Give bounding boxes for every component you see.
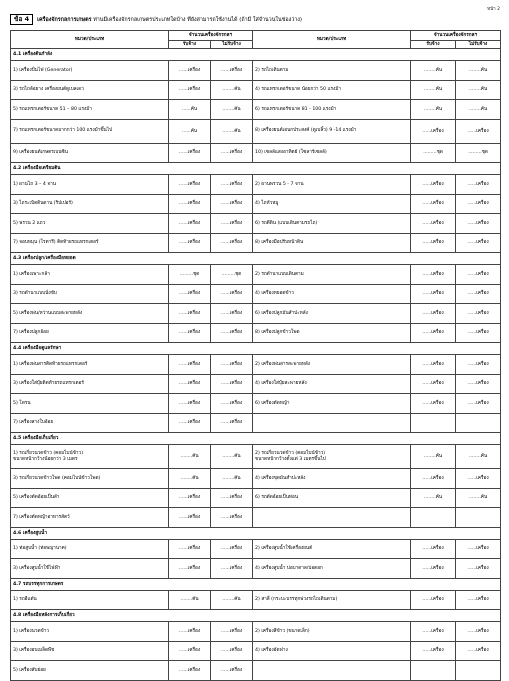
table-row	[11, 374, 501, 394]
item-label-right	[253, 661, 411, 681]
nohire-count-left[interactable]: ......เครื่อง	[211, 374, 253, 394]
section-header-row	[11, 610, 501, 622]
item-label-right: 2) เครื่องพ่นสารสะพายหลัง	[253, 355, 411, 375]
item-label-left: 5) รถแทรกเตอร์ขนาด 51 – 80 แรงม้า	[11, 100, 169, 120]
table-header-row	[11, 31, 501, 41]
item-label-right: 2) สาลี่ (กระบะบรรทุกพ่วงรถไถเดินตาม)	[253, 590, 411, 610]
item-label-left: 3) รถดำนาแบบนั่งขับ	[11, 284, 169, 304]
hire-count-right[interactable]: ......เครื่อง	[411, 323, 456, 343]
nohire-count-left[interactable]: ........คัน	[211, 590, 253, 610]
item-label-right: 8) เครื่องยนต์เอนกประสงค์ (ดูเบลิ้ว) 9 -14 แรงม้า	[253, 119, 411, 143]
nohire-count-left[interactable]: ......เครื่อง	[211, 323, 253, 343]
section-header-row	[11, 163, 501, 175]
item-label-left: 5) เครื่องพ่น/หว่านแบบสะพายหลัง	[11, 304, 169, 324]
hire-count-left[interactable]: ......เครื่อง	[169, 214, 211, 234]
hire-count-right[interactable]: ......เครื่อง	[411, 175, 456, 195]
item-label-right	[253, 508, 411, 528]
hire-count-left[interactable]: ........คัน	[169, 445, 211, 469]
nohire-count-left[interactable]: ........คัน	[211, 469, 253, 489]
item-label-right: 6) เครื่องตัดหญ้า	[253, 394, 411, 414]
item-label-left: 3) เครื่องอบเมล็ดพืช	[11, 641, 169, 661]
hire-count-right[interactable]	[411, 413, 456, 433]
hire-count-left[interactable]: ......เครื่อง	[169, 394, 211, 414]
item-label-left: 5) เครื่องตัดอ้อยเป็นลำ	[11, 488, 169, 508]
nohire-count-left[interactable]: ......เครื่อง	[211, 194, 253, 214]
nohire-count-left[interactable]: ......เครื่อง	[211, 233, 253, 253]
nohire-count-left[interactable]: ......เครื่อง	[211, 175, 253, 195]
nohire-count-left[interactable]: .........ชุด	[211, 265, 253, 285]
hire-count-left[interactable]: ......เครื่อง	[169, 559, 211, 579]
item-label-left: 3) รถเกี่ยวนวดข้าวโพด (คอมไบน์ข้าวโพด)	[11, 469, 169, 489]
nohire-count-right[interactable]: ......เครื่อง	[456, 323, 501, 343]
hire-count-left[interactable]: ......เครื่อง	[169, 143, 211, 163]
hire-count-right[interactable]: ........คัน	[411, 100, 456, 120]
table-row	[11, 641, 501, 661]
nohire-count-left[interactable]: ........คัน	[211, 80, 253, 100]
item-label-right: 2) รถดำนาแบบเดินตาม	[253, 265, 411, 285]
hire-count-left[interactable]: ......เครื่อง	[169, 622, 211, 642]
nohire-count-left[interactable]: ......เครื่อง	[211, 488, 253, 508]
hire-count-right[interactable]: ......เครื่อง	[411, 119, 456, 143]
hire-count-left[interactable]: ........คัน	[169, 590, 211, 610]
item-label-left: 7) จอบหมุน (โรตารี) ติดท้ายรถแทรกเตอร์	[11, 233, 169, 253]
nohire-count-right[interactable]: ......เครื่อง	[456, 194, 501, 214]
nohire-count-left[interactable]: ......เครื่อง	[211, 413, 253, 433]
nohire-count-left[interactable]: ......เครื่อง	[211, 641, 253, 661]
hire-count-left[interactable]: ........คัน	[169, 469, 211, 489]
item-label-right: 4) เครื่องขุดมันสำปะหลัง	[253, 469, 411, 489]
hire-count-left[interactable]: ......เครื่อง	[169, 539, 211, 559]
item-label-left: 1) รถเกี่ยวนวดข้าว (คอมไบน์ข้าว) ขนาดหน้ากว้างน้อยกว่า 3 เมตร	[11, 445, 169, 469]
col-count-right: จำนวนเครื่องจักรกลฯ	[411, 31, 501, 41]
table-row	[11, 284, 501, 304]
item-label-left: 5) โดรน	[11, 394, 169, 414]
question-header	[10, 14, 500, 25]
item-label-right: 8) เครื่องมือปรับหน้าดิน	[253, 233, 411, 253]
item-label-left: 9) เครื่องยนต์เกษตรเบนซิน	[11, 143, 169, 163]
item-label-left: 3) รถไถล้อยาง เครื่องยนต์ดูเบลเดว	[11, 80, 169, 100]
table-body	[11, 49, 501, 681]
table-row	[11, 175, 501, 195]
hire-count-left[interactable]: ......เครื่อง	[169, 175, 211, 195]
table-row	[11, 323, 501, 343]
table-row	[11, 394, 501, 414]
col-nohire-right: ไม่รับจ้าง	[456, 41, 501, 49]
item-label-left: 5) เครื่องสับย่อย	[11, 661, 169, 681]
item-label-left: 1) เครื่องปั่นไฟ (Generator)	[11, 61, 169, 81]
nohire-count-right[interactable]: .........ชุด	[456, 143, 501, 163]
item-label-right: 2) เครื่องสูบน้ำใช้เครื่องยนต์	[253, 539, 411, 559]
item-label-left: 5) พรวน 2 แถว	[11, 214, 169, 234]
item-label-right: 6) รถตีดิน (แบบเดินตามรถไถ)	[253, 214, 411, 234]
item-label-right: 2) ผานพรวน 5 - 7 จาน	[253, 175, 411, 195]
hire-count-right[interactable]: ......เครื่อง	[411, 304, 456, 324]
hire-count-right[interactable]: ......เครื่อง	[411, 233, 456, 253]
hire-count-right[interactable]: ......เครื่อง	[411, 284, 456, 304]
hire-count-left[interactable]: ......เครื่อง	[169, 61, 211, 81]
item-label-left: 1) เครื่องเพาะกล้า	[11, 265, 169, 285]
section-title: 4.7 รถบรรทุกการเกษตร	[11, 578, 501, 590]
hire-count-right[interactable]: ......เครื่อง	[411, 265, 456, 285]
nohire-count-right[interactable]: ........คัน	[456, 488, 501, 508]
table-row	[11, 661, 501, 681]
hire-count-right[interactable]: ......เครื่อง	[411, 590, 456, 610]
hire-count-left[interactable]: ......เครื่อง	[169, 194, 211, 214]
col-nohire-left: ไม่รับจ้าง	[211, 41, 253, 49]
hire-count-right[interactable]: ......เครื่อง	[411, 539, 456, 559]
hire-count-left[interactable]: ......เครื่อง	[169, 284, 211, 304]
nohire-count-left[interactable]: ......เครื่อง	[211, 394, 253, 414]
item-label-right: 2) รถไถเดินตาม	[253, 61, 411, 81]
nohire-count-right[interactable]: ......เครื่อง	[456, 394, 501, 414]
hire-count-left[interactable]: ......เครื่อง	[169, 488, 211, 508]
section-header-row	[11, 253, 501, 265]
section-title: 4.4 เครื่องมือดูแลรักษา	[11, 343, 501, 355]
nohire-count-right[interactable]: ......เครื่อง	[456, 119, 501, 143]
table-row	[11, 265, 501, 285]
nohire-count-left[interactable]: ........คัน	[211, 119, 253, 143]
nohire-count-right[interactable]: ........คัน	[456, 100, 501, 120]
item-label-right: 6) รถแทรกเตอร์ขนาด 81 - 100 แรงม้า	[253, 100, 411, 120]
item-label-right: 4) รถแทรกเตอร์ขนาด น้อยกว่า 50 แรงม้า	[253, 80, 411, 100]
item-label-left: 1) ผานไถ 3 – 4 จาน	[11, 175, 169, 195]
item-label-right: 10) เซลล์แสงอาทิตย์ (โซลาร์เซลล์)	[253, 143, 411, 163]
col-type-right: หมวด/ประเภท	[253, 31, 411, 49]
hire-count-left[interactable]: ......เครื่อง	[169, 355, 211, 375]
nohire-count-left[interactable]: ......เครื่อง	[211, 355, 253, 375]
nohire-count-left[interactable]: ......เครื่อง	[211, 508, 253, 528]
question-number-box: ข้อ 4	[10, 14, 33, 25]
hire-count-left[interactable]: ......เครื่อง	[169, 641, 211, 661]
hire-count-left[interactable]: ......เครื่อง	[169, 508, 211, 528]
table-row	[11, 539, 501, 559]
hire-count-left[interactable]: ......คัน	[169, 119, 211, 143]
hire-count-left[interactable]: .........ชุด	[169, 265, 211, 285]
nohire-count-left[interactable]: ......เครื่อง	[211, 622, 253, 642]
item-label-right: 6) เครื่องปลูกมันสำปะหลัง	[253, 304, 411, 324]
table-row	[11, 143, 501, 163]
nohire-count-left[interactable]: ......เครื่อง	[211, 661, 253, 681]
table-row	[11, 488, 501, 508]
nohire-count-right[interactable]: ........คัน	[456, 61, 501, 81]
table-row	[11, 119, 501, 143]
section-header-row	[11, 578, 501, 590]
nohire-count-right[interactable]: ......เครื่อง	[456, 622, 501, 642]
nohire-count-right[interactable]	[456, 508, 501, 528]
hire-count-left[interactable]: ......คัน	[169, 100, 211, 120]
hire-count-left[interactable]: ......เครื่อง	[169, 233, 211, 253]
col-hire-left: รับจ้าง	[169, 41, 211, 49]
item-label-right: 2) รถเกี่ยวนวดข้าว (คอมไบน์ข้าว) ขนาดหน้ากว้างตั้งแต่ 3 เมตรขึ้นไป	[253, 445, 411, 469]
hire-count-left[interactable]: ......เครื่อง	[169, 80, 211, 100]
item-label-right: 4) เครื่องอัดฟาง	[253, 641, 411, 661]
question-instruction: ท่านมีเครื่องจักรกลเกษตรประเภทใดบ้าง ที่ยังสามารถใช้งานได้ (ถ้ามี ใส่จำนวนในช่องว่าง)	[93, 16, 303, 23]
table-row	[11, 304, 501, 324]
hire-count-left[interactable]: ......เครื่อง	[169, 374, 211, 394]
page-number: หน้า 2	[487, 7, 500, 12]
table-row	[11, 214, 501, 234]
hire-count-right[interactable]: ......เครื่อง	[411, 194, 456, 214]
col-hire-right: รับจ้าง	[411, 41, 456, 49]
nohire-count-right[interactable]: ......เครื่อง	[456, 374, 501, 394]
nohire-count-left[interactable]: ......เครื่อง	[211, 143, 253, 163]
hire-count-right[interactable]: ......เครื่อง	[411, 374, 456, 394]
hire-count-right[interactable]: ......เครื่อง	[411, 559, 456, 579]
table-row	[11, 355, 501, 375]
nohire-count-right[interactable]: ......เครื่อง	[456, 214, 501, 234]
section-header-row	[11, 49, 501, 61]
hire-count-left[interactable]: ......เครื่อง	[169, 323, 211, 343]
nohire-count-right[interactable]: ......เครื่อง	[456, 304, 501, 324]
table-row	[11, 469, 501, 489]
item-label-right: 4) เครื่องใส่ปุ๋ยสะพายหลัง	[253, 374, 411, 394]
section-title: 4.6 เครื่องสูบน้ำ	[11, 527, 501, 539]
item-label-left: 7) รถแทรกเตอร์ขนาดมากกว่า 100 แรงม้าขึ้นไป	[11, 119, 169, 143]
hire-count-right[interactable]	[411, 661, 456, 681]
col-count-left: จำนวนเครื่องจักรกลฯ	[169, 31, 253, 41]
nohire-count-right[interactable]: ........คัน	[456, 445, 501, 469]
hire-count-right[interactable]: ........คัน	[411, 80, 456, 100]
hire-count-right[interactable]: ......เครื่อง	[411, 214, 456, 234]
table-row	[11, 194, 501, 214]
section-title: 4.2 เครื่องมือเตรียมดิน	[11, 163, 501, 175]
nohire-count-right[interactable]: ......เครื่อง	[456, 641, 501, 661]
item-label-left: 7) เครื่องปลูกอ้อย	[11, 323, 169, 343]
machinery-table	[10, 30, 501, 681]
table-row	[11, 80, 501, 100]
item-label-right: 4) ไถหัวหมู	[253, 194, 411, 214]
item-label-left: 1) เครื่องพ่นสารติดท้ายรถแทรกเตอร์	[11, 355, 169, 375]
hire-count-left[interactable]: ......เครื่อง	[169, 413, 211, 433]
nohire-count-left[interactable]: ......เครื่อง	[211, 214, 253, 234]
nohire-count-right[interactable]: ......เครื่อง	[456, 590, 501, 610]
nohire-count-right[interactable]: ......เครื่อง	[456, 233, 501, 253]
table-row	[11, 413, 501, 433]
item-label-left: 3) เครื่องสูบน้ำใช้ไฟฟ้า	[11, 559, 169, 579]
table-row	[11, 61, 501, 81]
nohire-count-right[interactable]: ......เครื่อง	[456, 355, 501, 375]
nohire-count-left[interactable]: ......เครื่อง	[211, 61, 253, 81]
table-row	[11, 445, 501, 469]
hire-count-right[interactable]	[411, 508, 456, 528]
nohire-count-right[interactable]	[456, 661, 501, 681]
nohire-count-right[interactable]: ......เครื่อง	[456, 469, 501, 489]
nohire-count-left[interactable]: ......เครื่อง	[211, 539, 253, 559]
item-label-right: 4) เครื่องหยอดข้าว	[253, 284, 411, 304]
item-label-left: 1) รถอีแต๋น	[11, 590, 169, 610]
section-title: 4.1 เครื่องต้นกำลัง	[11, 49, 501, 61]
hire-count-right[interactable]: ......เครื่อง	[411, 469, 456, 489]
nohire-count-right[interactable]: ......เครื่อง	[456, 559, 501, 579]
table-row	[11, 590, 501, 610]
hire-count-right[interactable]: .........ชุด	[411, 143, 456, 163]
item-label-left: 3) เครื่องใส่ปุ๋ยติดท้ายรถแทรกเตอร์	[11, 374, 169, 394]
nohire-count-right[interactable]: ........คัน	[456, 80, 501, 100]
hire-count-right[interactable]: ......เครื่อง	[411, 641, 456, 661]
nohire-count-right[interactable]: ......เครื่อง	[456, 265, 501, 285]
item-label-right	[253, 413, 411, 433]
item-label-left: 3) ไถระเบิดดินดาน (ริปเปอร์)	[11, 194, 169, 214]
item-label-right: 4) เครื่องสูบน้ำ บ่อบาดาล/บ่อตอก	[253, 559, 411, 579]
hire-count-right[interactable]: ........คัน	[411, 61, 456, 81]
col-type-left: หมวด/ประเภท	[11, 31, 169, 49]
hire-count-right[interactable]: ......เครื่อง	[411, 394, 456, 414]
nohire-count-left[interactable]: ......เครื่อง	[211, 304, 253, 324]
section-header-row	[11, 433, 501, 445]
section-title: 4.8 เครื่องมือหลังการเก็บเกี่ยว	[11, 610, 501, 622]
item-label-right: 8) เครื่องปลูกข้าวโพด	[253, 323, 411, 343]
table-row	[11, 100, 501, 120]
nohire-count-right[interactable]	[456, 413, 501, 433]
item-label-left: 7) เครื่องตัดหญ้าอาหารสัตว์	[11, 508, 169, 528]
item-label-right: 6) รถตัดอ้อยเป็นท่อน	[253, 488, 411, 508]
nohire-count-right[interactable]: ......เครื่อง	[456, 539, 501, 559]
table-row	[11, 233, 501, 253]
hire-count-right[interactable]: ......เครื่อง	[411, 355, 456, 375]
nohire-count-left[interactable]: ......เครื่อง	[211, 284, 253, 304]
section-title: 4.3 เครื่องปลูก/เครื่องมือหยอด	[11, 253, 501, 265]
nohire-count-right[interactable]: ......เครื่อง	[456, 284, 501, 304]
hire-count-right[interactable]: ......เครื่อง	[411, 622, 456, 642]
hire-count-right[interactable]: ........คัน	[411, 445, 456, 469]
nohire-count-left[interactable]: ........คัน	[211, 445, 253, 469]
table-row	[11, 508, 501, 528]
section-header-row	[11, 527, 501, 539]
table-row	[11, 622, 501, 642]
item-label-left: 1) ท่อสูบน้ำ (ท่อพญานาค)	[11, 539, 169, 559]
hire-count-left[interactable]: ......เครื่อง	[169, 661, 211, 681]
hire-count-left[interactable]: ......เครื่อง	[169, 304, 211, 324]
section-header-row	[11, 343, 501, 355]
nohire-count-left[interactable]: ........คัน	[211, 100, 253, 120]
question-title: เครื่องจักรกลการเกษตร	[37, 16, 92, 23]
section-title: 4.5 เครื่องมือเก็บเกี่ยว	[11, 433, 501, 445]
table-row	[11, 559, 501, 579]
item-label-left: 7) เครื่องสางใบอ้อย	[11, 413, 169, 433]
item-label-left: 1) เครื่องนวดข้าว	[11, 622, 169, 642]
item-label-right: 2) เครื่องสีข้าว (ขนาดเล็ก)	[253, 622, 411, 642]
nohire-count-left[interactable]: ......เครื่อง	[211, 559, 253, 579]
hire-count-right[interactable]: ........คัน	[411, 488, 456, 508]
nohire-count-right[interactable]: ......เครื่อง	[456, 175, 501, 195]
